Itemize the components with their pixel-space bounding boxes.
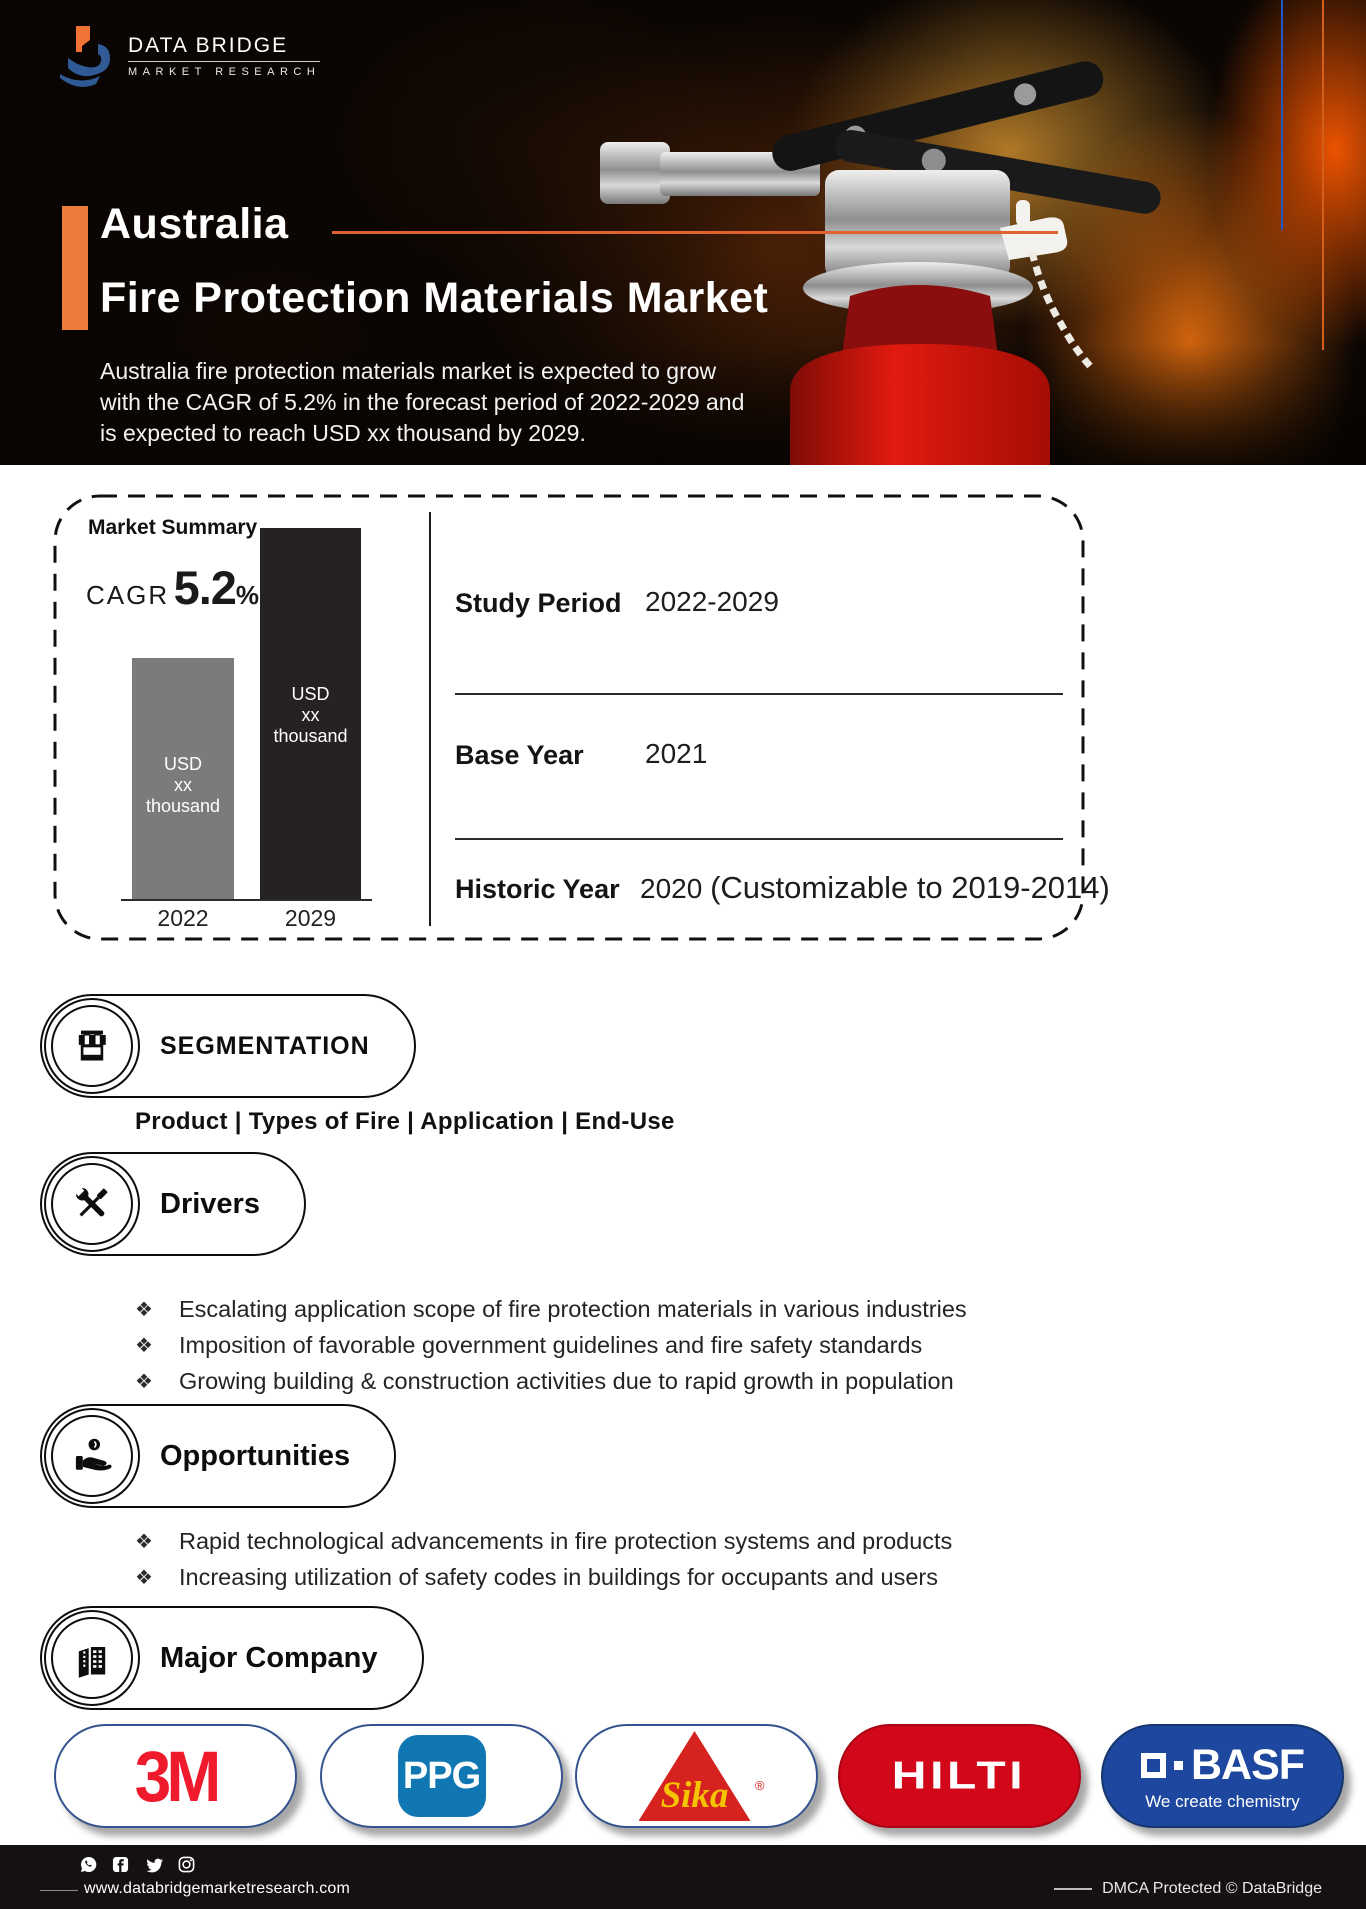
diamond-bullet-icon: ❖ [135, 1567, 153, 1589]
base-year-label: Base Year [455, 740, 584, 770]
company-logo-hilti [838, 1724, 1081, 1828]
table-divider [455, 838, 1063, 840]
company-logo-basf: BASF We create chemistry [1101, 1724, 1344, 1828]
hilti-logo-text: HILTI [892, 1753, 1027, 1798]
opportunities-label: Opportunities [160, 1439, 351, 1472]
chart-baseline [121, 899, 372, 901]
bar-2029-label: USD xx thousand [273, 684, 348, 746]
basf-square-icon [1141, 1753, 1166, 1778]
driver-item: ❖ Growing building & construction activities due to rapid growth in population [135, 1368, 954, 1394]
x-tick-2029: 2029 [284, 905, 337, 931]
driver-item: ❖ Imposition of favorable government guidelines and fire safety standards [135, 1332, 923, 1358]
bar-2022-label: USD xx thousand [145, 754, 221, 816]
dmca-notice: DMCA Protected © DataBridge [1054, 1880, 1322, 1898]
opportunities-bullets [135, 1528, 952, 1600]
segmentation-label: SEGMENTATION [160, 1031, 370, 1060]
footer-bar [0, 1845, 1366, 1909]
company-logo-ppg [320, 1724, 563, 1828]
decor-vertical-line-orange [1322, 0, 1324, 350]
segmentation-items: Product | Types of Fire | Application | End-Use [135, 1108, 675, 1135]
table-divider [455, 693, 1063, 695]
decor-vertical-line-blue [1281, 0, 1283, 230]
sika-registered-mark: ® [754, 1778, 765, 1793]
historic-year-note: (Customizable to 2019-2014) [710, 870, 1110, 905]
dmca-rule [1054, 1888, 1092, 1890]
databridge-logo-icon [58, 24, 116, 88]
whatsapp-icon[interactable] [80, 1856, 97, 1873]
hand-holding-person-icon [69, 1433, 115, 1479]
historic-year-value: 2020 (Customizable to 2019-2014) [640, 870, 1110, 905]
basf-dot-icon [1174, 1761, 1183, 1770]
title-accent-bar [62, 206, 88, 330]
major-company-icon-circle [44, 1610, 140, 1706]
hero-subtitle-line: Australia fire protection materials market is expected to grow [100, 358, 717, 384]
x-tick-2022: 2022 [157, 905, 209, 931]
driver-item: ❖ Escalating application scope of fire protection materials in various industries [135, 1296, 967, 1322]
sika-logo-text: Sika [660, 1775, 729, 1816]
diamond-bullet-icon: ❖ [135, 1531, 153, 1553]
storefront-icon [70, 1024, 114, 1068]
company-logo-3m [54, 1724, 297, 1828]
bar-2029 [260, 528, 361, 899]
hero-subtitle-line: is expected to reach USD xx thousand by 2029. [100, 420, 586, 446]
facebook-icon[interactable] [112, 1856, 129, 1873]
opportunities-pill [40, 1404, 396, 1508]
drivers-icon-circle [44, 1156, 140, 1252]
basf-tagline: We create chemistry [1145, 1791, 1300, 1811]
databridge-logo [58, 24, 320, 88]
opportunity-item: ❖ Rapid technological advancements in fire protection systems and products [135, 1528, 953, 1554]
title-rule-line [332, 231, 1058, 234]
diamond-bullet-icon: ❖ [135, 1335, 153, 1357]
cagr-percent-sign: % [235, 580, 260, 610]
cagr-value: 5.2 [173, 561, 236, 614]
cagr-label: CAGR [86, 580, 170, 610]
study-period-value: 2022-2029 [645, 586, 779, 617]
major-company-label: Major Company [160, 1641, 378, 1674]
segmentation-icon-circle [44, 998, 140, 1094]
drivers-pill [40, 1152, 306, 1256]
3m-logo-text: 3M [134, 1736, 217, 1816]
logo-subtitle: MARKET RESEARCH [128, 66, 321, 78]
drivers-label: Drivers [160, 1187, 260, 1220]
buildings-icon [70, 1636, 114, 1680]
company-logo-sika [575, 1724, 818, 1828]
major-company-pill [40, 1606, 424, 1710]
opportunity-item: ❖ Increasing utilization of safety codes in buildings for occupants and users [135, 1564, 938, 1590]
hero-banner [0, 0, 1366, 465]
page-title: Fire Protection Materials Market [100, 274, 769, 322]
instagram-icon[interactable] [178, 1856, 195, 1873]
hero-region: Australia [100, 200, 289, 248]
tools-icon [69, 1181, 115, 1227]
historic-year-label: Historic Year [455, 874, 620, 904]
ppg-logo-tile: PPG [398, 1735, 486, 1817]
drivers-bullets [135, 1296, 967, 1404]
base-year-value: 2021 [645, 738, 708, 769]
opportunities-icon-circle [44, 1408, 140, 1504]
bar-2022 [132, 658, 234, 899]
hero-subtitle-line: with the CAGR of 5.2% in the forecast period of 2022-2029 and [100, 389, 745, 415]
logo-title: DATA BRIDGE [128, 34, 320, 62]
diamond-bullet-icon: ❖ [135, 1371, 153, 1393]
footer-website-link[interactable]: www.databridgemarketresearch.com [84, 1880, 351, 1897]
market-summary-title: Market Summary [88, 516, 258, 539]
study-period-label: Study Period [455, 588, 622, 618]
social-icons [80, 1856, 195, 1873]
summary-box-divider [429, 512, 431, 926]
cagr-readout [86, 560, 259, 615]
segmentation-pill [40, 994, 416, 1098]
hero-subtitle [100, 356, 744, 449]
twitter-icon[interactable] [144, 1857, 163, 1873]
diamond-bullet-icon: ❖ [135, 1299, 153, 1321]
footer-url-rule [40, 1890, 78, 1891]
